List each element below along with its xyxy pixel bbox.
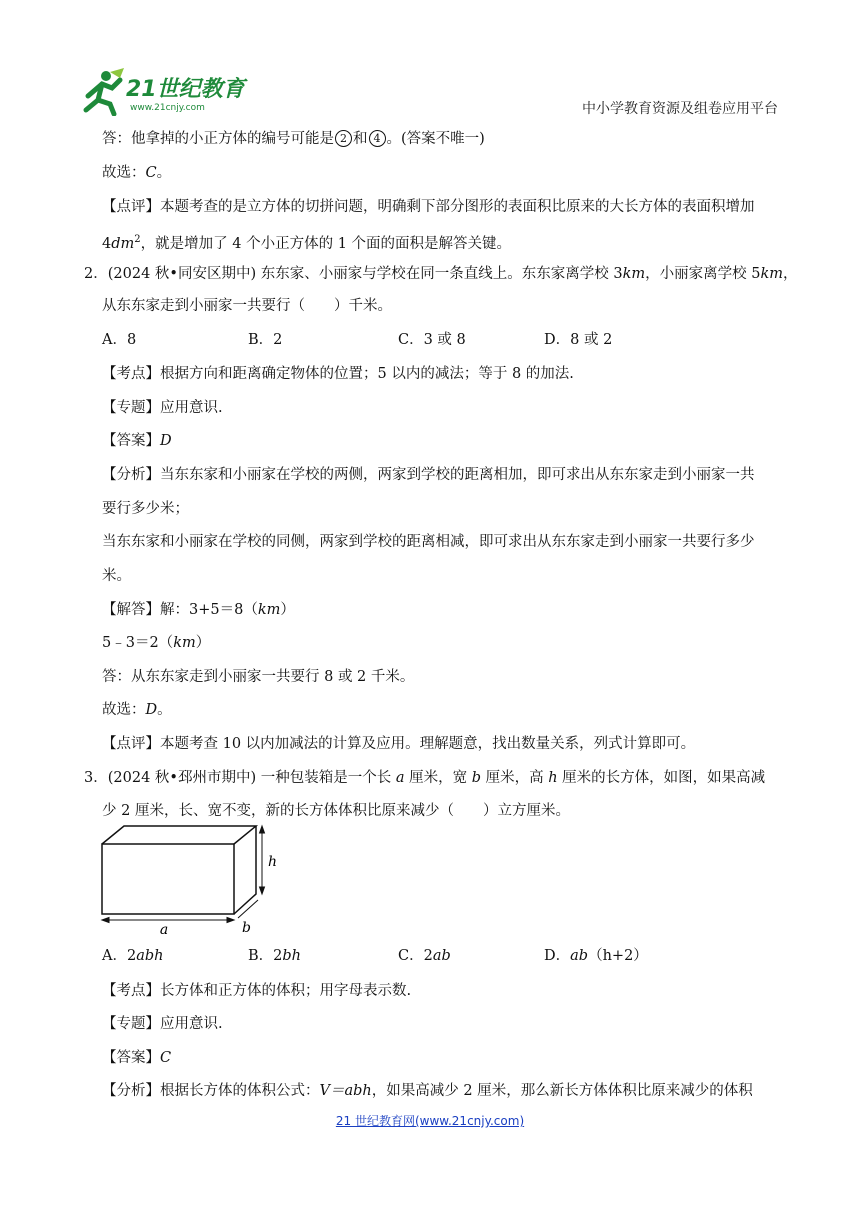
q3-stem-line2: 少 2 厘米，长、宽不变，新的长方体体积比原来减少（ ）立方厘米。 (102, 803, 570, 819)
q2-options (102, 330, 702, 350)
q2-solution-line1: 【解答】解：3+5＝8（km） (102, 602, 295, 618)
q3-option-c: C．2ab (398, 948, 451, 964)
q3-kaodian: 【考点】长方体和正方体的体积；用字母表示数. (102, 983, 412, 999)
q3-option-d: D．ab（h+2） (544, 948, 648, 964)
q2-analysis-line3: 当东东家和小丽家在学校的同侧，两家到学校的距离相减，即可求出从东东家走到小丽家一共要行多少 (102, 534, 755, 550)
cuboid-front-face (102, 844, 234, 914)
label-a: a (159, 922, 169, 934)
circled-number: 4 (369, 130, 386, 147)
q2-analysis-line4: 米。 (102, 568, 131, 584)
q2-solution-line2: 5﹣3＝2（km） (102, 635, 211, 651)
q2-option-d: D．8 或 2 (544, 332, 613, 348)
q2-option-b: B．2 (248, 332, 283, 348)
label-h: h (268, 854, 278, 870)
q2-analysis-line2: 要行多少米； (102, 501, 189, 517)
dimension-b (238, 900, 258, 918)
cuboid-top-face (102, 826, 256, 844)
q1-comment-line1: 【点评】本题考查的是立方体的切拼问题，明确剩下部分图形的表面积比原来的大长方体的表面积增加 (102, 199, 755, 215)
footer-link[interactable]: 21 世纪教育网(www.21cnjy.com) (335, 1114, 525, 1128)
q2-solution-line3: 答：从东东家走到小丽家一共要行 8 或 2 千米。 (102, 669, 415, 685)
q2-option-c: C．3 或 8 (398, 332, 466, 348)
logo-url: www.21cnjy.com (130, 103, 205, 113)
runner-icon (86, 68, 124, 114)
q1-comment-line2: $4dm^2$，就是增加了 4 个小正方体的 1 个面的面积是解答关键。 (102, 234, 512, 252)
q1-answer: 答：他拿掉的小正方体的编号可能是 2 和 4 。(答案不唯一) (102, 131, 485, 147)
page-footer (0, 1112, 860, 1129)
q3-option-b: B．2bh (248, 948, 302, 964)
q3-options (102, 946, 702, 966)
q3-option-a: A．2abh (102, 948, 164, 964)
q2-stem-line2: 从东东家走到小丽家一共要行（ ）千米。 (102, 298, 392, 314)
q2-analysis-line1: 【分析】当东东家和小丽家在学校的两侧，两家到学校的距离相加，即可求出从东东家走到小丽家一共 (102, 467, 755, 483)
q2-stem-line1: 2．(2024 秋•同安区期中) 东东家、小丽家与学校在同一条直线上。东东家离学校 3km，小丽家离学校 5km， (84, 266, 798, 282)
q2-choice: 故选：D。 (102, 702, 172, 718)
q2-zhuanti: 【专题】应用意识. (102, 400, 223, 416)
q2-option-a: A．8 (102, 332, 137, 348)
q2-kaodian: 【考点】根据方向和距离确定物体的位置；5 以内的减法；等于 8 的加法. (102, 366, 574, 382)
platform-name: 中小学教育资源及组卷应用平台 (582, 101, 778, 117)
q3-answer: 【答案】C (102, 1050, 172, 1066)
site-logo (80, 66, 250, 116)
label-b: b (242, 920, 251, 934)
logo-title: 21世纪教育 (126, 77, 245, 102)
cuboid-figure (98, 822, 278, 934)
q3-zhuanti: 【专题】应用意识. (102, 1016, 223, 1032)
page-header (0, 0, 860, 120)
circled-number: 2 (335, 130, 352, 147)
q2-comment: 【点评】本题考查 10 以内加减法的计算及应用。理解题意，找出数量关系，列式计算即可。 (102, 736, 696, 752)
cuboid-side-face (234, 826, 256, 914)
q1-choice: 故选：C。 (102, 165, 172, 181)
q3-analysis: 【分析】根据长方体的体积公式：V＝abh，如果高减少 2 厘米，那么新长方体体积比原来减少的体积 (102, 1083, 753, 1099)
dimension-h (260, 826, 265, 894)
q2-answer: 【答案】D (102, 433, 172, 449)
q3-stem-line1: 3．(2024 秋•邳州市期中) 一种包装箱是一个长 a 厘米，宽 b 厘米，高 h 厘米的长方体，如图，如果高减 (84, 770, 766, 786)
